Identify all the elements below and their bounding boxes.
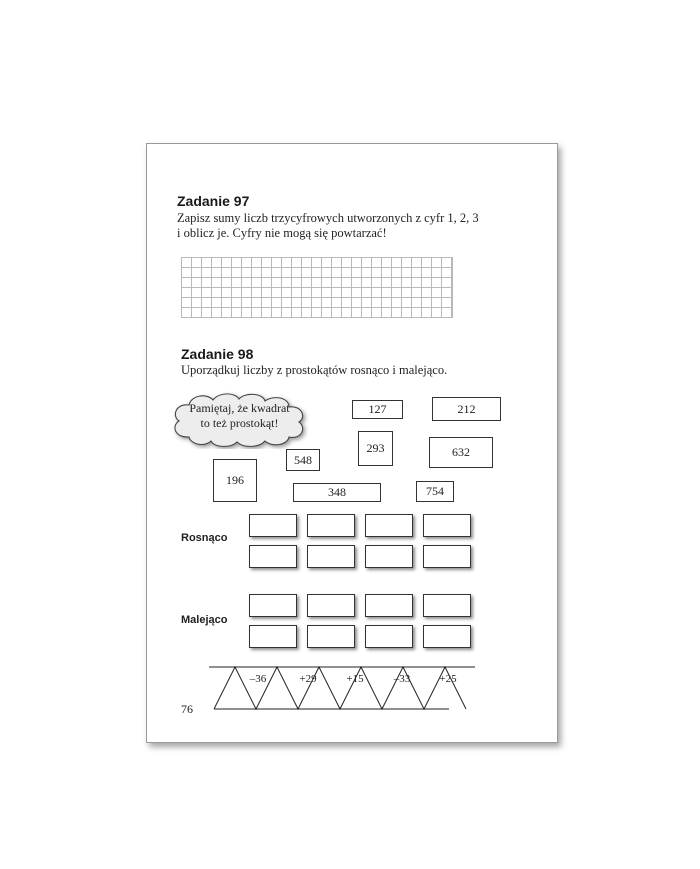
ascending-slot-6[interactable]: [307, 545, 355, 568]
ascending-label: Rosnąco: [181, 532, 228, 544]
task-98-title: Zadanie 98: [181, 346, 254, 362]
task-97-line-2: i oblicz je. Cyfry nie mogą się powtarzać!: [177, 226, 387, 240]
task-97-title: Zadanie 97: [177, 193, 250, 209]
ascending-slot-1[interactable]: [249, 514, 297, 537]
number-rect-127: 127: [352, 400, 403, 419]
ascending-slot-7[interactable]: [365, 545, 413, 568]
number-rect-212: 212: [432, 397, 501, 421]
task-98-instruction: Uporządkuj liczby z prostokątów rosnąco i malejąco.: [181, 363, 448, 377]
answer-grid[interactable]: [181, 257, 453, 318]
ascending-slot-4[interactable]: [423, 514, 471, 537]
triangle-label-4: –33: [393, 673, 411, 685]
descending-slot-3[interactable]: [365, 594, 413, 617]
ascending-slot-5[interactable]: [249, 545, 297, 568]
descending-slot-1[interactable]: [249, 594, 297, 617]
descending-slot-7[interactable]: [365, 625, 413, 648]
triangle-label-1: –36: [249, 673, 267, 685]
number-rect-754: 754: [416, 481, 454, 502]
number-rect-348: 348: [293, 483, 381, 502]
number-rect-196: 196: [213, 459, 257, 502]
descending-slot-8[interactable]: [423, 625, 471, 648]
triangle-label-5: +25: [439, 673, 457, 685]
ascending-slot-8[interactable]: [423, 545, 471, 568]
triangle-label-3: +15: [346, 673, 364, 685]
triangle-label-2: +29: [299, 673, 317, 685]
number-rect-548: 548: [286, 449, 320, 471]
ascending-slot-2[interactable]: [307, 514, 355, 537]
descending-slot-4[interactable]: [423, 594, 471, 617]
descending-slot-5[interactable]: [249, 625, 297, 648]
triangle-strip: [209, 662, 475, 712]
page-number: 76: [181, 702, 193, 716]
ascending-slot-3[interactable]: [365, 514, 413, 537]
number-rect-632: 632: [429, 437, 493, 468]
descending-slot-6[interactable]: [307, 625, 355, 648]
hint-line-2: to też prostokąt!: [200, 416, 279, 430]
hint-cloud-text: [183, 401, 296, 431]
task-97-line-1: Zapisz sumy liczb trzycyfrowych utworzonych z cyfr 1, 2, 3: [177, 211, 479, 225]
descending-label: Malejąco: [181, 614, 228, 626]
hint-line-1: Pamiętaj, że kwadrat: [189, 401, 290, 415]
workbook-page: [146, 143, 558, 743]
number-rect-293: 293: [358, 431, 393, 466]
descending-slot-2[interactable]: [307, 594, 355, 617]
